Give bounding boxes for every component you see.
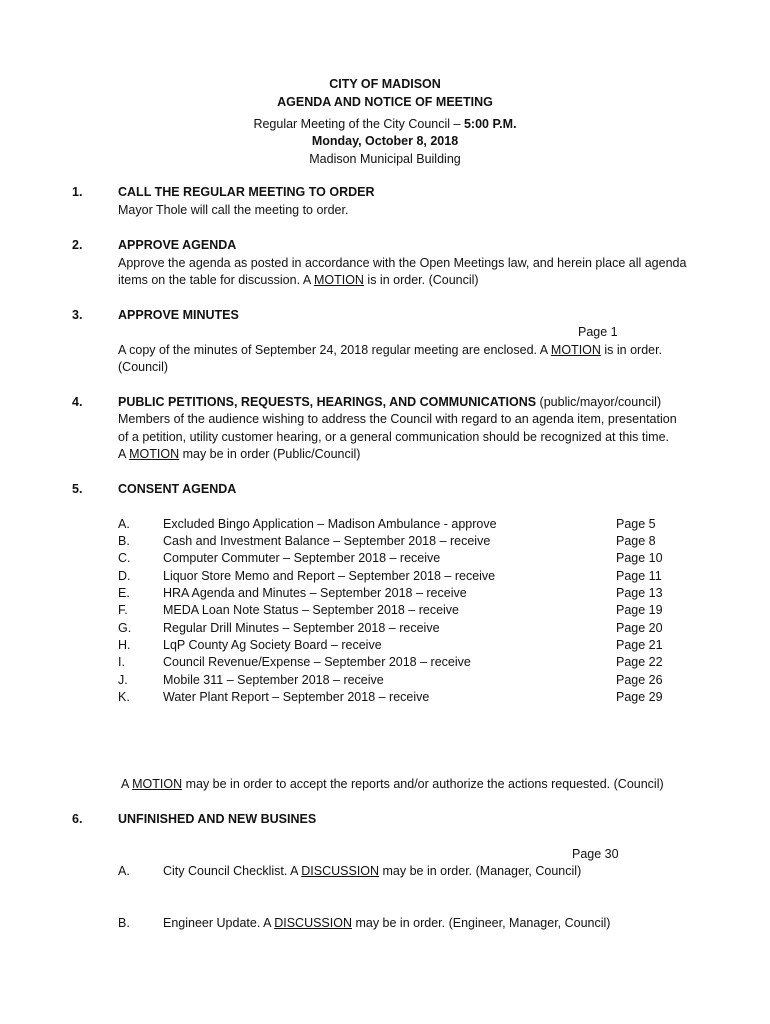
- section-2-body-line1: Approve the agenda as posted in accordance with the Open Meetings law, and herein place all agenda: [118, 256, 687, 270]
- section-4-title: PUBLIC PETITIONS, REQUESTS, HEARINGS, AND COMMUNICATIONS (public/mayor/council): [118, 395, 662, 409]
- section-6-page-ref: Page 30: [572, 847, 619, 861]
- consent-item-a-page: Page 5: [616, 517, 656, 531]
- consent-item-a-letter: A.: [118, 517, 130, 531]
- section-4-body-line2: of a petition, utility customer hearing, or a general communication should be recognized at this time.: [118, 430, 669, 444]
- section-6-title: UNFINISHED AND NEW BUSINES: [118, 812, 317, 826]
- subtitle-location: Madison Municipal Building: [309, 152, 461, 166]
- consent-item-d-page: Page 11: [616, 569, 662, 583]
- section-2-number: 2.: [72, 238, 83, 252]
- section-2-body-line2: items on the table for discussion. A MOTION is in order. (Council): [118, 273, 479, 287]
- consent-item-e-letter: E.: [118, 586, 130, 600]
- consent-item-c-letter: C.: [118, 551, 131, 565]
- consent-item-i-text: Council Revenue/Expense – September 2018 – receive: [163, 655, 471, 669]
- consent-item-c-text: Computer Commuter – September 2018 – receive: [163, 551, 441, 565]
- section-3-body-line1: A copy of the minutes of September 24, 2018 regular meeting are enclosed. A MOTION is in order.: [118, 343, 663, 357]
- section-4-body-line1: Members of the audience wishing to address the Council with regard to an agenda item, presentation: [118, 412, 677, 426]
- section-3-body-line2: (Council): [118, 360, 169, 374]
- consent-item-a-text: Excluded Bingo Application – Madison Ambulance - approve: [163, 517, 497, 531]
- consent-item-j-page: Page 26: [616, 673, 663, 687]
- consent-agenda-motion: A MOTION may be in order to accept the reports and/or authorize the actions requested. (Council): [121, 777, 664, 791]
- title-agenda: AGENDA AND NOTICE OF MEETING: [277, 95, 493, 109]
- consent-item-e-page: Page 13: [616, 586, 663, 600]
- consent-item-f-letter: F.: [118, 603, 128, 617]
- consent-item-j-letter: J.: [118, 673, 128, 687]
- section-1-number: 1.: [72, 185, 83, 199]
- consent-item-c-page: Page 10: [616, 551, 663, 565]
- business-item-b-text: Engineer Update. A DISCUSSION may be in order. (Engineer, Manager, Council): [163, 916, 611, 930]
- consent-item-g-text: Regular Drill Minutes – September 2018 – receive: [163, 621, 440, 635]
- consent-item-g-page: Page 20: [616, 621, 663, 635]
- consent-item-i-page: Page 22: [616, 655, 663, 669]
- consent-item-f-text: MEDA Loan Note Status – September 2018 – receive: [163, 603, 460, 617]
- section-5-title: CONSENT AGENDA: [118, 482, 237, 496]
- section-1-body: Mayor Thole will call the meeting to order.: [118, 203, 349, 217]
- consent-item-g-letter: G.: [118, 621, 132, 635]
- consent-item-b-page: Page 8: [616, 534, 656, 548]
- consent-item-h-letter: H.: [118, 638, 131, 652]
- section-4-body-line3: A MOTION may be in order (Public/Council): [118, 447, 361, 461]
- business-item-b-letter: B.: [118, 916, 130, 930]
- consent-item-i-letter: I.: [118, 655, 125, 669]
- section-5-number: 5.: [72, 482, 83, 496]
- section-1-title: CALL THE REGULAR MEETING TO ORDER: [118, 185, 375, 199]
- business-item-a-text: City Council Checklist. A DISCUSSION may be in order. (Manager, Council): [163, 864, 582, 878]
- section-4-number: 4.: [72, 395, 83, 409]
- business-item-a-letter: A.: [118, 864, 130, 878]
- consent-item-h-text: LqP County Ag Society Board – receive: [163, 638, 382, 652]
- section-3-title: APPROVE MINUTES: [118, 308, 239, 322]
- consent-item-k-page: Page 29: [616, 690, 663, 704]
- consent-item-j-text: Mobile 311 – September 2018 – receive: [163, 673, 384, 687]
- subtitle-date: Monday, October 8, 2018: [311, 134, 459, 148]
- consent-item-k-letter: K.: [118, 690, 130, 704]
- consent-item-d-letter: D.: [118, 569, 131, 583]
- section-6-number: 6.: [72, 812, 83, 826]
- consent-item-k-text: Water Plant Report – September 2018 – receive: [163, 690, 430, 704]
- section-3-page-ref: Page 1: [578, 325, 618, 339]
- section-3-number: 3.: [72, 308, 83, 322]
- subtitle-meeting: Regular Meeting of the City Council – 5:00 P.M.: [253, 117, 517, 131]
- consent-item-b-text: Cash and Investment Balance – September 2018 – receive: [163, 534, 491, 548]
- section-2-title: APPROVE AGENDA: [118, 238, 237, 252]
- consent-item-f-page: Page 19: [616, 603, 663, 617]
- title-city: CITY OF MADISON: [329, 77, 441, 91]
- consent-item-d-text: Liquor Store Memo and Report – September 2018 – receive: [163, 569, 496, 583]
- consent-item-b-letter: B.: [118, 534, 130, 548]
- consent-item-e-text: HRA Agenda and Minutes – September 2018 – receive: [163, 586, 467, 600]
- consent-item-h-page: Page 21: [616, 638, 663, 652]
